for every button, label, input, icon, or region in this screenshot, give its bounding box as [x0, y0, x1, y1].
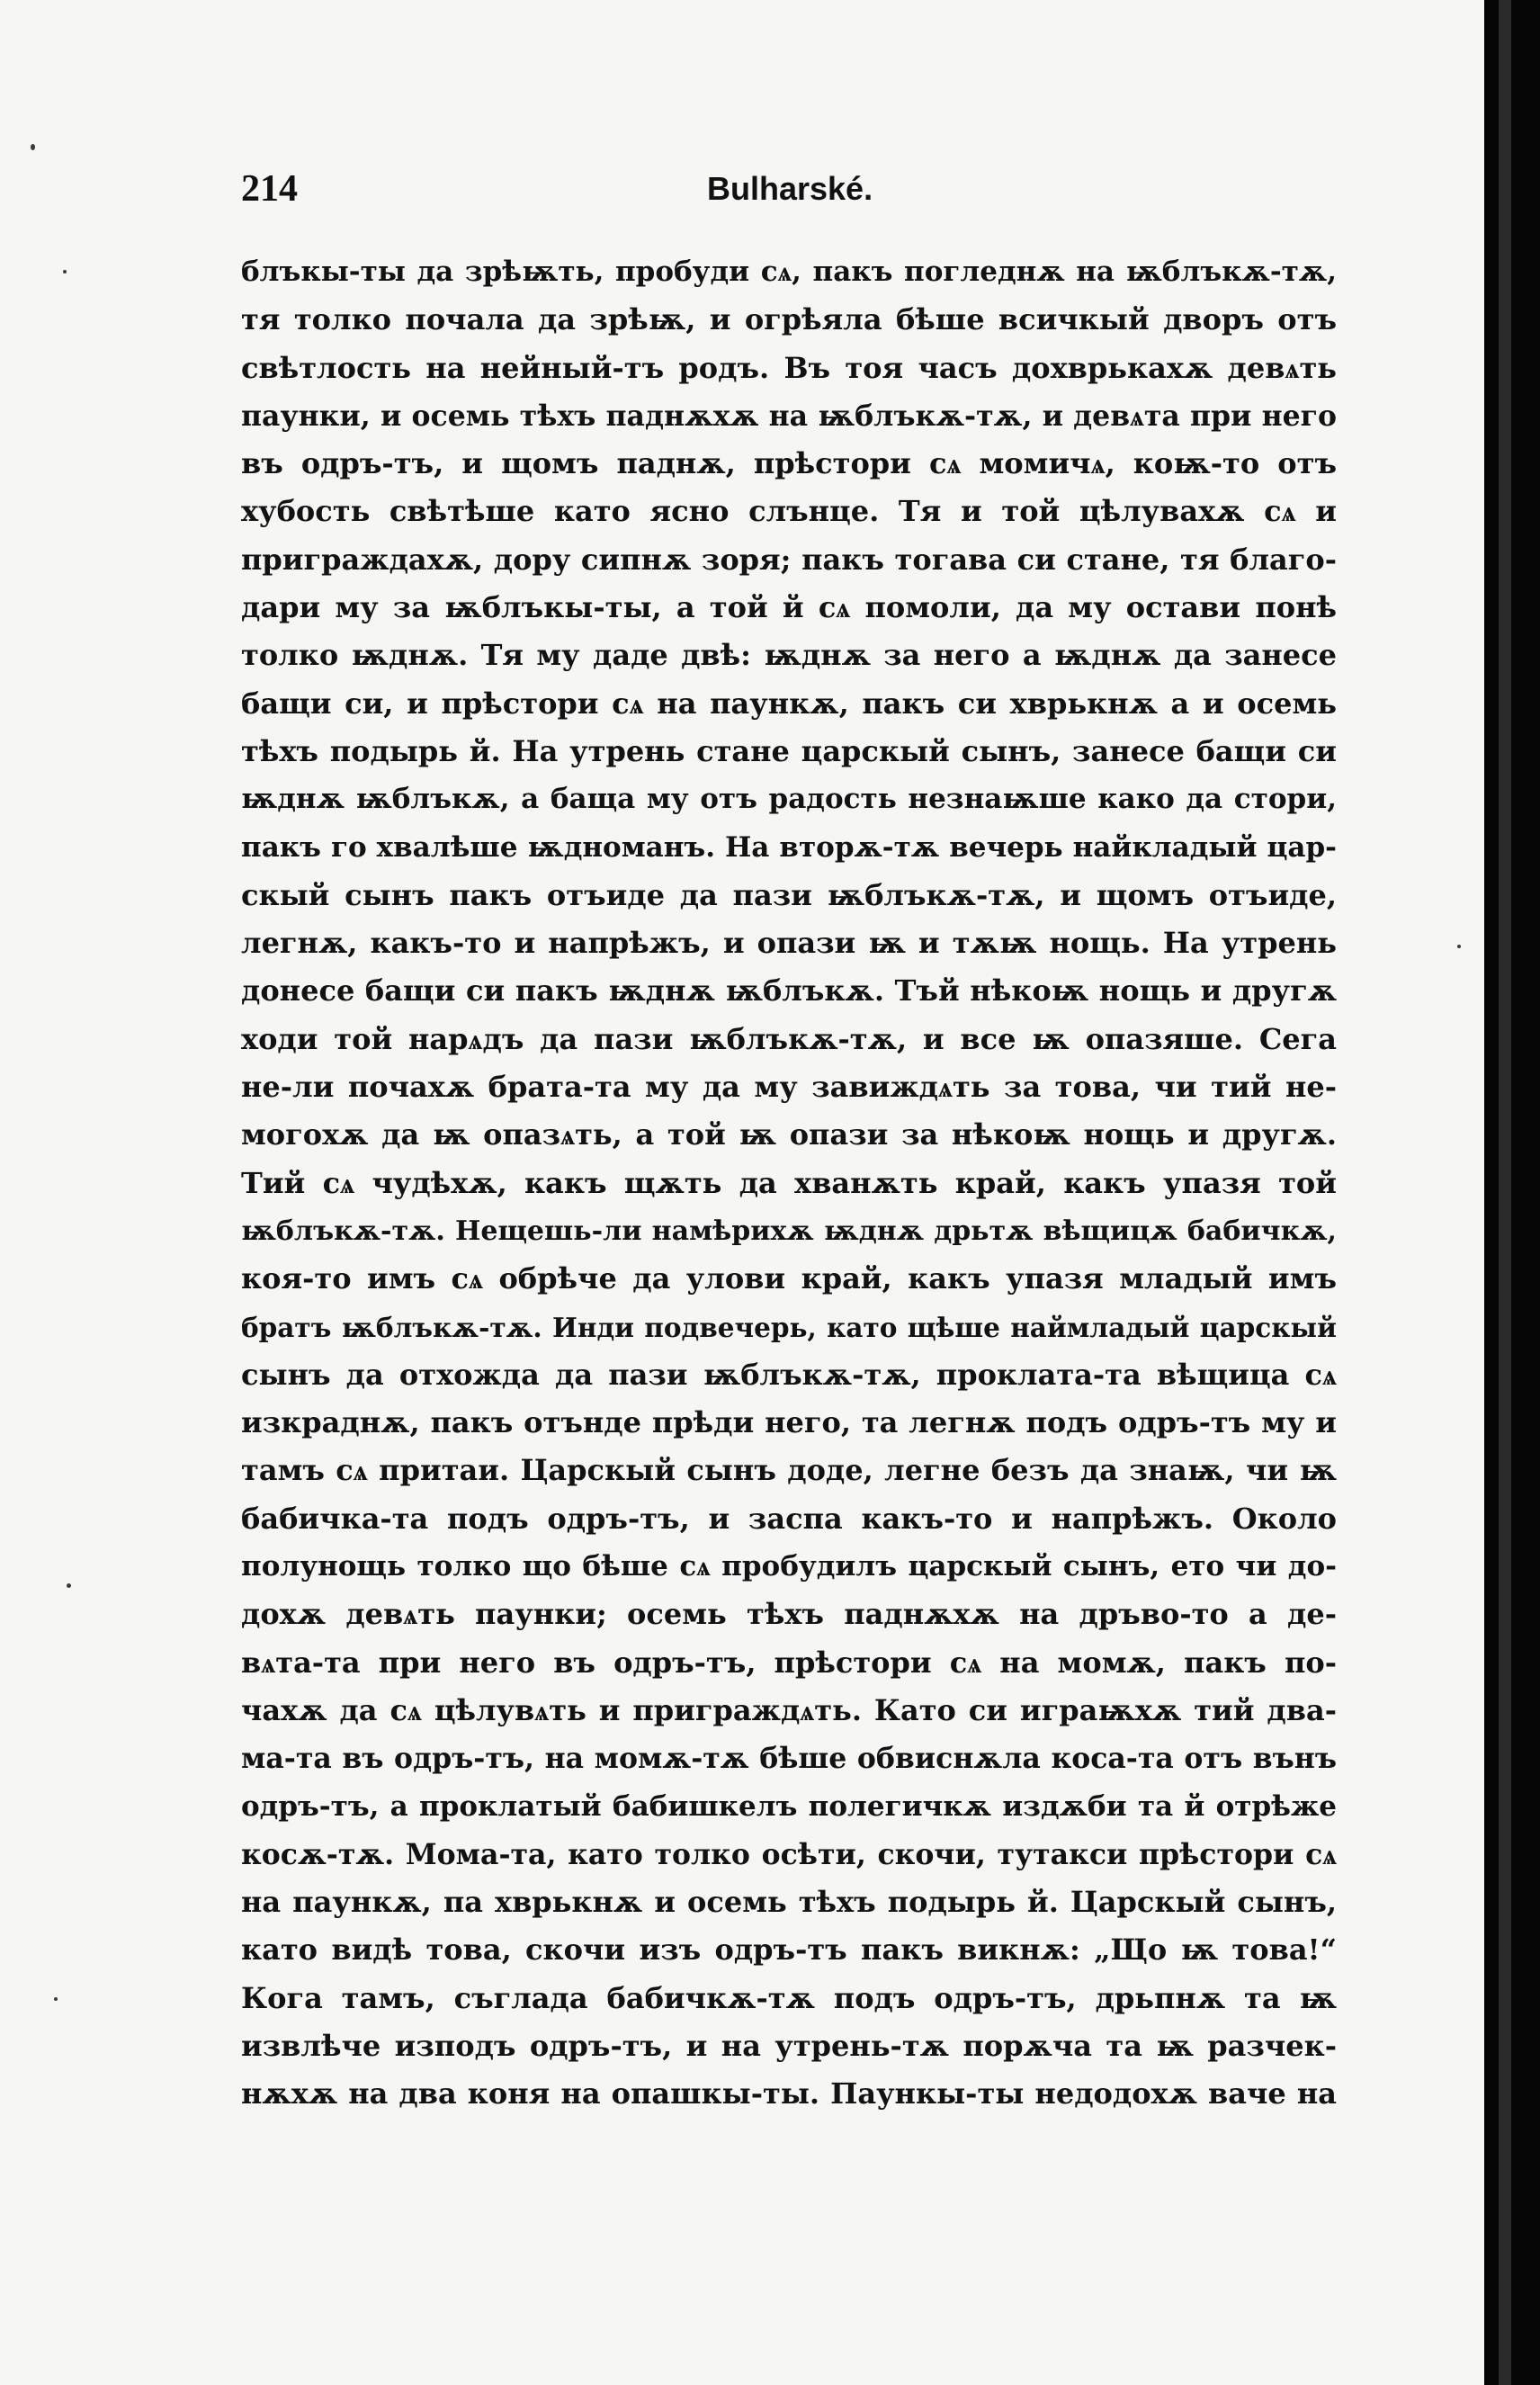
text-line: като видѣ това, скочи изъ одръ-тъ пакъ викнѫ: „Що ѭ това!“ — [241, 1932, 1337, 1968]
text-line: дари му за ѭблъкы-ты, а той й сѧ помоли, да му остави понѣ — [241, 590, 1337, 625]
text-line: Кога тамъ, съглада бабичкѫ-тѫ подъ одръ-тъ, дрьпнѫ та ѭ — [241, 1980, 1337, 2015]
text-line: паунки, и осемь тѣхъ паднѫхѫ на ѭблъкѫ-тѫ, и девѧта при него — [241, 399, 1337, 433]
text-line: бабичка-та подъ одръ-тъ, и заспа какъ-то и напрѣжъ. Около — [241, 1501, 1337, 1536]
text-line: могохѫ да ѭ опазѧть, а той ѭ опази за нѣкоѭ нощь и другѫ. — [241, 1117, 1337, 1152]
text-line: ѭднѫ ѭблъкѫ, а баща му отъ радость незнаѭше како да стори, — [241, 783, 1337, 816]
text-line: легнѫ, какъ-то и напрѣжъ, и опази ѭ и тѫѭ нощь. На утрень — [241, 926, 1337, 961]
text-line: донесе бащи си пакъ ѭднѫ ѭблъкѫ. Тъй нѣкоѭ нощь и другѫ — [241, 973, 1337, 1009]
scan-speck — [67, 1583, 71, 1588]
text-line: братъ ѭблъкѫ-тѫ. Инди подвечерь, като щѣше наймладый царскый — [241, 1311, 1337, 1343]
text-line: тя толко почала да зрѣѭ, и огрѣяла бѣше всичкый дворъ отъ — [241, 302, 1337, 337]
text-line: извлѣче изподъ одръ-тъ, и на утрень-тѫ порѫча та ѭ разчек- — [241, 2028, 1337, 2063]
text-line: толко ѭднѫ. Тя му даде двѣ: ѭднѫ за него а ѭднѫ да занесе — [241, 638, 1337, 673]
text-line: чахѫ да сѧ цѣлувѧть и приграждѧть. Като си играѭхѫ тий два- — [241, 1692, 1337, 1727]
text-line: хубость свѣтѣше като ясно слънце. Тя и той цѣлувахѫ сѧ и — [241, 494, 1337, 529]
text-line: въ одръ-тъ, и щомъ паднѫ, прѣстори сѧ момичѧ, коѭ-то отъ — [241, 446, 1337, 481]
text-line: ма-та въ одръ-тъ, на момѫ-тѫ бѣше обвиснѫла коса-та отъ вънъ — [241, 1742, 1337, 1776]
body-text — [241, 248, 1337, 2119]
text-line: тамъ сѧ притаи. Царскый сынъ доде, легне безъ да знаѭ, чи ѭ — [241, 1453, 1337, 1488]
text-line: сынъ да отхожда да пази ѭблъкѫ-тѫ, проклата-та вѣщица сѧ — [241, 1357, 1337, 1392]
text-line: полунощь толко що бѣше сѧ пробудилъ царскый сынъ, ето чи до- — [241, 1550, 1337, 1583]
text-line: не-ли почахѫ брата-та му да му завиждѧть за това, чи тий не- — [241, 1070, 1337, 1105]
page-number: 214 — [241, 168, 298, 210]
text-line: скый сынъ пакъ отъиде да пази ѭблъкѫ-тѫ, и щомъ отъиде, — [241, 877, 1337, 912]
text-line: косѫ-тѫ. Мома-та, като толко осѣти, скочи, тутакси прѣстори сѧ — [241, 1837, 1337, 1871]
text-line: дохѫ девѧть паунки; осемь тѣхъ паднѫхѫ на дръво-то а де- — [241, 1597, 1337, 1632]
text-line: бащи си, и прѣстори сѧ на паункѫ, пакъ си хврькнѫ а и осемь — [241, 686, 1337, 721]
text-line: пакъ го хвалѣше ѭдноманъ. На вторѫ-тѫ вечерь найкладый цар- — [241, 830, 1337, 864]
text-line: Тий сѧ чудѣхѫ, какъ щѫть да хванѫть край, какъ упазя той — [241, 1165, 1337, 1200]
scan-speck — [63, 270, 67, 273]
scan-right-edge — [1484, 0, 1540, 2385]
scan-edge-stripe — [1499, 0, 1511, 2385]
text-line: коя-то имъ сѧ обрѣче да улови край, какъ упазя младый имъ — [241, 1261, 1337, 1296]
text-line: изкраднѫ, пакъ отънде прѣди него, та легнѫ подъ одръ-тъ му и — [241, 1405, 1337, 1440]
page-header — [241, 162, 1337, 216]
running-head: Bulharské. — [707, 170, 873, 207]
text-line: ходи той нарѧдъ да пази ѭблъкѫ-тѫ, и все ѭ опазяше. Сега — [241, 1021, 1337, 1056]
scan-speck — [31, 144, 35, 150]
text-line: ѭблъкѫ-тѫ. Нещешь-ли намѣрихѫ ѭднѫ дрьтѫ вѣщицѫ бабичкѫ, — [241, 1215, 1337, 1247]
text-line: свѣтлость на нейный-тъ родъ. Въ тоя часъ дохврькахѫ девѧть — [241, 350, 1337, 385]
scan-speck — [54, 1997, 58, 2001]
text-line: блъкы-ты да зрѣѭть, пробуди сѧ, пакъ погледнѫ на ѭблъкѫ-тѫ, — [241, 256, 1337, 288]
text-line: вѧта-та при него въ одръ-тъ, прѣстори сѧ на момѫ, пакъ по- — [241, 1645, 1337, 1680]
text-line: на паункѫ, па хврькнѫ и осемь тѣхъ подырь й. Царскый сынъ, — [241, 1885, 1337, 1920]
text-line: одръ-тъ, а проклатый бабишкелъ полегичкѫ издѫби та й отрѣже — [241, 1789, 1337, 1823]
scan-speck — [1457, 945, 1461, 948]
text-line: тѣхъ подырь й. На утрень стане царскый сынъ, занесе бащи си — [241, 733, 1337, 768]
text-line: приграждахѫ, дору сипнѫ зоря; пакъ тогава си стане, тя благо- — [241, 542, 1337, 577]
text-line: нѫхѫ на два коня на опашкы-ты. Паункы-ты недодохѫ ваче на — [241, 2076, 1337, 2112]
